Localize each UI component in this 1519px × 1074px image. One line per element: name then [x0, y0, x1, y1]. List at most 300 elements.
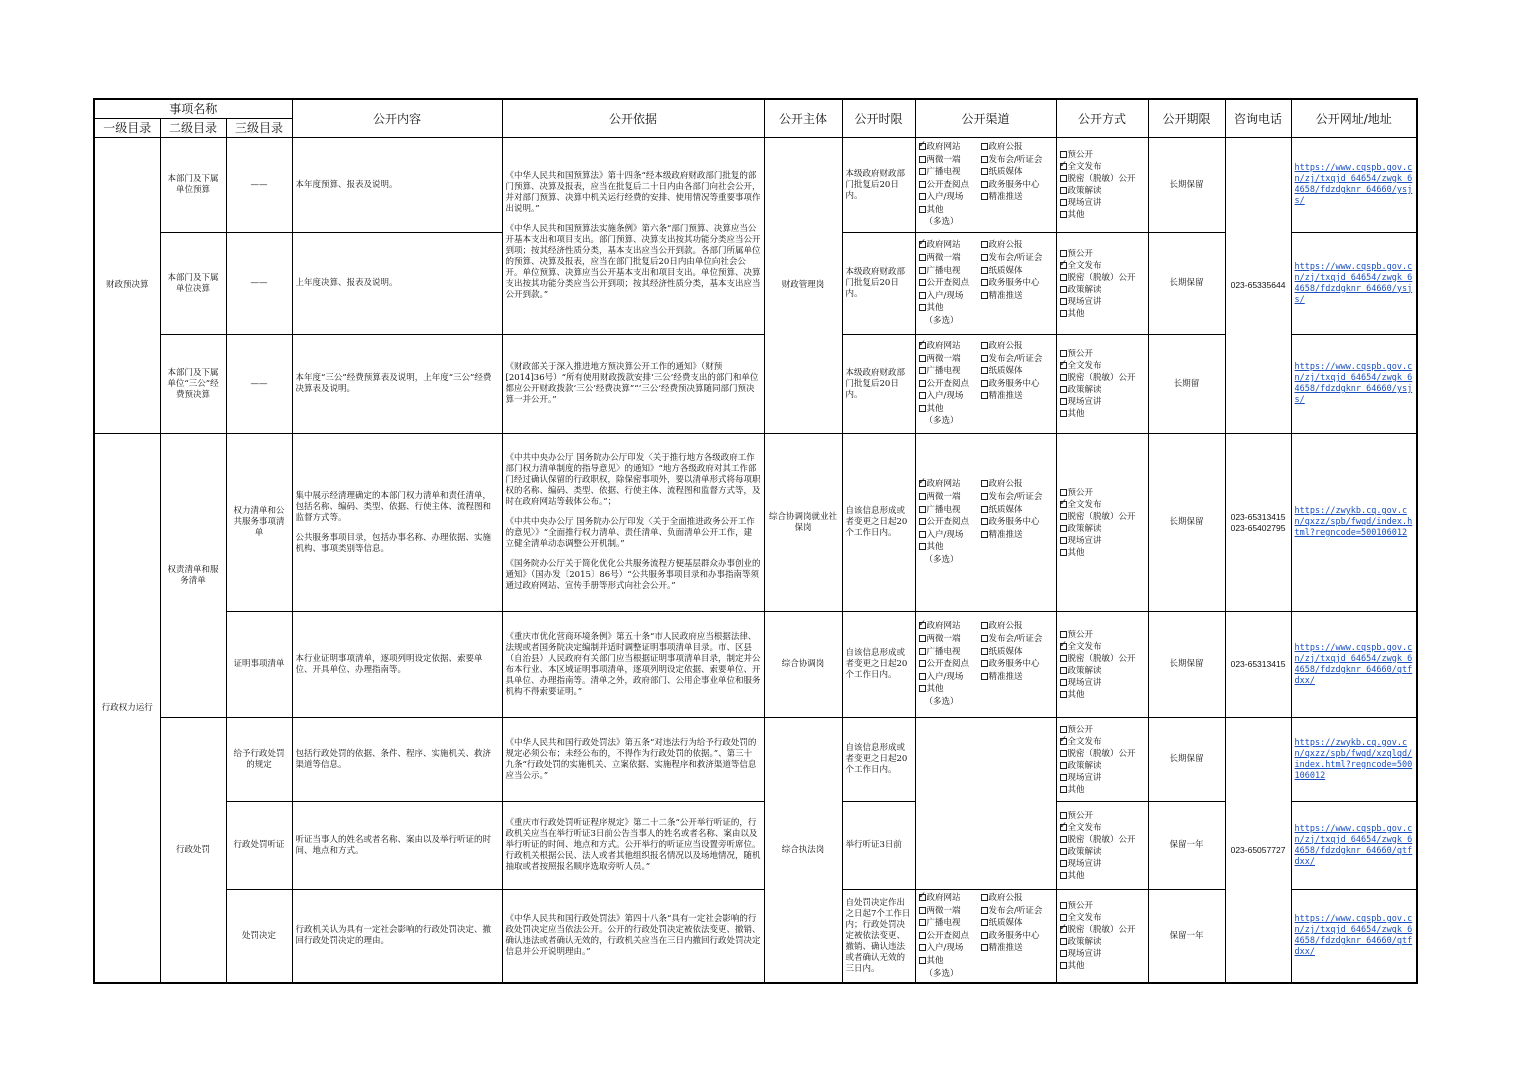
checked-box-icon — [919, 480, 926, 487]
channel-option — [981, 491, 1055, 504]
method-option — [1060, 784, 1145, 796]
method-label: 现场宣讲 — [1067, 858, 1102, 869]
unchecked-box-icon — [981, 392, 988, 399]
lvl2-cell: 本部门及下属单位预算 — [160, 138, 226, 233]
method-option — [1060, 689, 1145, 701]
method-option — [1060, 197, 1145, 209]
method-option — [1060, 948, 1145, 960]
channel-options — [919, 892, 1053, 980]
channel-label: 精准推送 — [988, 290, 1023, 301]
channel-option — [981, 516, 1055, 529]
unchecked-box-icon — [981, 660, 988, 667]
channel-option — [919, 265, 979, 278]
method-options — [1060, 348, 1145, 420]
unchecked-box-icon — [919, 267, 926, 274]
channel-label: 发布会/听证会 — [988, 353, 1043, 364]
method-options — [1060, 900, 1145, 972]
lvl3-cell: 处罚决定 — [226, 890, 292, 984]
header-lvl3: 三级目录 — [226, 119, 292, 138]
channel-label: 广播电视 — [926, 265, 961, 276]
unchecked-box-icon — [1060, 950, 1067, 957]
channel-option — [919, 892, 979, 905]
unchecked-box-icon — [1060, 812, 1067, 819]
multi-select-note: （多选） — [924, 416, 959, 427]
channel-label: 发布会/听证会 — [988, 634, 1043, 645]
channel-label: 公开查阅点 — [926, 179, 970, 190]
channel-label: 广播电视 — [926, 167, 961, 178]
basis-cell: 《中华人民共和国行政处罚法》第五条“对违法行为给予行政处罚的规定必须公布；未经公布的，不得作为行政处罚的依据。”、第三十九条“行政处罚的实施机关、立案依据、实施程序和救济渠道等信息应当公示。” — [502, 718, 764, 802]
channel-label: 政府网站 — [926, 240, 961, 251]
method-label: 全文发布 — [1067, 822, 1102, 833]
channel-option — [919, 154, 979, 167]
channel-option — [919, 620, 979, 633]
method-option — [1060, 272, 1145, 284]
method-option — [1060, 296, 1145, 308]
header-phone: 咨询电话 — [1225, 99, 1291, 138]
time-cell: 自该信息形成或者变更之日起20个工作日内。 — [842, 434, 915, 612]
method-option — [1060, 360, 1145, 372]
method-option — [1060, 846, 1145, 858]
method-label: 其他 — [1067, 961, 1085, 972]
time-cell: 自该信息形成或者变更之日起20个工作日内。 — [842, 612, 915, 718]
unchecked-box-icon — [981, 907, 988, 914]
unchecked-box-icon — [1060, 902, 1067, 909]
checked-box-icon — [1060, 362, 1067, 369]
method-label: 政策解读 — [1067, 186, 1102, 196]
method-cell — [1056, 612, 1148, 718]
unchecked-box-icon — [1060, 679, 1067, 686]
unchecked-box-icon — [981, 292, 988, 299]
channel-option — [981, 892, 1055, 905]
method-label: 政策解读 — [1067, 846, 1102, 857]
method-option — [1060, 396, 1145, 408]
method-label: 政策解读 — [1067, 385, 1102, 395]
method-option — [1060, 810, 1145, 822]
unchecked-box-icon — [981, 168, 988, 175]
content-paragraph: 集中展示经清理确定的本部门权力清单和责任清单，包括名称、编码、类型、依据、行使主体、流程图和监督方式等。 — [295, 490, 492, 523]
channel-label: 入户/现场 — [926, 290, 964, 301]
channel-option — [919, 930, 979, 943]
header-channel: 公开渠道 — [915, 99, 1056, 138]
channel-label: 政务服务中心 — [988, 378, 1040, 389]
method-label: 全文发布 — [1067, 260, 1102, 271]
lvl3-cell: 给予行政处罚的规定 — [226, 718, 292, 802]
method-label: 预公开 — [1067, 248, 1094, 259]
channel-label: 纸质媒体 — [988, 646, 1023, 657]
channel-option — [919, 179, 979, 192]
method-option — [1060, 665, 1145, 677]
unchecked-box-icon — [1060, 774, 1067, 781]
unchecked-box-icon — [1060, 914, 1067, 921]
channel-option — [919, 529, 979, 542]
channel-option — [981, 340, 1055, 353]
unchecked-box-icon — [1060, 350, 1067, 357]
lvl3-cell: —— — [226, 335, 292, 434]
unchecked-box-icon — [1060, 151, 1067, 158]
method-label: 全文发布 — [1067, 499, 1102, 510]
channel-label: 政府网站 — [926, 340, 961, 351]
time-cell: 本级政府财政部门批复后20日内。 — [842, 335, 915, 434]
period-cell: 长期保留 — [1148, 138, 1225, 233]
unchecked-box-icon — [1060, 298, 1067, 305]
method-option — [1060, 822, 1145, 834]
method-label: 政策解读 — [1067, 665, 1102, 676]
channel-option — [919, 390, 979, 403]
channel-options — [919, 478, 1053, 566]
content-cell: 听证当事人的姓名或者名称、案由以及举行听证的时间、地点和方式。 — [292, 802, 502, 890]
channel-option — [919, 403, 1055, 416]
checked-box-icon — [1060, 501, 1067, 508]
unchecked-box-icon — [919, 673, 926, 680]
unchecked-box-icon — [981, 143, 988, 150]
channel-label: 发布会/听证会 — [988, 492, 1043, 503]
channel-label: 公开查阅点 — [926, 930, 970, 941]
method-option — [1060, 924, 1145, 936]
content-cell: 本年度预算、报表及说明。 — [292, 138, 502, 233]
channel-label: 入户/现场 — [926, 391, 964, 402]
method-option — [1060, 834, 1145, 846]
method-option — [1060, 209, 1145, 221]
url-link[interactable]: https://zwykb.cq.gov.cn/qxzz/spb/fwqd/index.html?regncode=500106012 — [1291, 434, 1417, 612]
unchecked-box-icon — [1060, 667, 1067, 674]
url-link[interactable]: https://www.cqspb.gov.cn/zj/txqjd_64654/zwgk_64658/fdzdgknr_64660/ysjs/ — [1291, 233, 1417, 335]
period-cell: 保留一年 — [1148, 802, 1225, 890]
channel-option — [981, 252, 1055, 265]
phone-cell: 023-65313415 — [1225, 612, 1291, 718]
period-cell: 长期保留 — [1148, 718, 1225, 802]
method-option — [1060, 161, 1145, 173]
method-label: 预公开 — [1067, 810, 1094, 821]
header-lvl1: 一级目录 — [94, 119, 160, 138]
url-link[interactable]: https://www.cqspb.gov.cn/zj/txqjd_64654/zwgk_64658/fdzdgknr_64660/qtfdxx/ — [1291, 802, 1417, 890]
unchecked-box-icon — [919, 518, 926, 525]
lvl2-cell: 权责清单和服务清单 — [160, 434, 226, 718]
channel-label: 两微一端 — [926, 154, 961, 165]
unchecked-box-icon — [981, 367, 988, 374]
channel-label: 两微一端 — [926, 253, 961, 264]
method-label: 政策解读 — [1067, 284, 1102, 295]
channel-option — [981, 179, 1055, 192]
channel-option — [981, 141, 1055, 154]
channel-label: 两微一端 — [926, 634, 961, 645]
channel-option — [981, 658, 1055, 671]
channel-option — [981, 353, 1055, 366]
method-option — [1060, 499, 1145, 511]
unchecked-box-icon — [1060, 848, 1067, 855]
unchecked-box-icon — [919, 254, 926, 261]
time-cell: 举行听证3日前 — [842, 802, 915, 890]
method-cell — [1056, 233, 1148, 335]
period-cell: 长期保留 — [1148, 434, 1225, 612]
unchecked-box-icon — [1060, 762, 1067, 769]
unchecked-box-icon — [919, 292, 926, 299]
basis-cell: 《财政部关于深入推进地方预决算公开工作的通知》（财预[2014]36号）“所有使用财政拨款安排‘三公’经费支出的部门和单位都应公开财政拨款‘三公’经费决算”“‘三公’经费预决算随同部门预决算一并公开。” — [502, 335, 764, 434]
method-options — [1060, 149, 1145, 221]
channel-label: 两微一端 — [926, 492, 961, 503]
url-link[interactable]: https://zwykb.cq.gov.cn/qxzz/spb/fwqd/xzqlqd/index.html?regncode=500106012 — [1291, 718, 1417, 802]
unchecked-box-icon — [1060, 386, 1067, 393]
unchecked-box-icon — [981, 944, 988, 951]
unchecked-box-icon — [1060, 211, 1067, 218]
channel-option — [919, 365, 979, 378]
channel-label: 其他 — [926, 204, 944, 215]
channel-label: 入户/现场 — [926, 529, 964, 540]
url-link[interactable]: https://www.cqspb.gov.cn/zj/txqjd_64654/zwgk_64658/fdzdgknr_64660/ysjs/ — [1291, 335, 1417, 434]
unchecked-box-icon — [1060, 836, 1067, 843]
channel-label: 政府网站 — [926, 621, 961, 632]
unchecked-box-icon — [1060, 860, 1067, 867]
unchecked-box-icon — [981, 355, 988, 362]
channel-option — [981, 942, 1055, 955]
method-option — [1060, 284, 1145, 296]
unchecked-box-icon — [1060, 525, 1067, 532]
channel-label: 公开查阅点 — [926, 278, 970, 289]
basis-cell — [502, 434, 764, 612]
table-row — [94, 890, 1417, 984]
method-label: 其他 — [1067, 689, 1085, 700]
method-label: 政策解读 — [1067, 937, 1102, 948]
unchecked-box-icon — [919, 193, 926, 200]
multi-select-note: （多选） — [924, 554, 959, 565]
unchecked-box-icon — [981, 156, 988, 163]
channel-option — [981, 191, 1055, 204]
header-lvl2: 二级目录 — [160, 119, 226, 138]
method-label: 政策解读 — [1067, 760, 1102, 771]
method-label: 全文发布 — [1067, 162, 1102, 172]
unchecked-box-icon — [919, 168, 926, 175]
basis-paragraph: 《国务院办公厅关于简化优化公共服务流程方便基层群众办事创业的通知》（国办发〔2015〕86号）“公共服务事项目录和办事指南等须通过政府网站、宣传手册等形式向社会公开。” — [505, 559, 761, 591]
method-option — [1060, 408, 1145, 420]
channel-options — [919, 340, 1053, 428]
checked-box-icon — [919, 143, 926, 150]
basis-cell: 《重庆市优化营商环境条例》第五十条“市人民政府应当根据法律、法规或者国务院决定编制并适时调整证明事项清单目录。市、区县（自治县）人民政府有关部门应当根据证明事项清单目录，制定并公布本行业、本区域证明事项清单，逐项列明设定依据、索要单位、开具单位、办理指南等。清单之外，政府部门、公用企事业单位和服务机构不得索要证明。” — [502, 612, 764, 718]
unchecked-box-icon — [981, 894, 988, 901]
lvl1-cell: 财政预决算 — [94, 138, 160, 434]
url-link[interactable]: https://www.cqspb.gov.cn/zj/txqjd_64654/zwgk_64658/fdzdgknr_64660/qtfdxx/ — [1291, 890, 1417, 984]
method-option — [1060, 900, 1145, 912]
lvl3-cell: 行政处罚听证 — [226, 802, 292, 890]
channel-label: 纸质媒体 — [988, 366, 1023, 377]
header-item-name: 事项名称 — [94, 99, 292, 119]
unchecked-box-icon — [1060, 187, 1067, 194]
unchecked-box-icon — [1060, 549, 1067, 556]
method-label: 全文发布 — [1067, 736, 1102, 747]
basis-cell — [502, 138, 764, 335]
channel-label: 广播电视 — [926, 918, 961, 929]
unchecked-box-icon — [1060, 310, 1067, 317]
channel-label: 纸质媒体 — [988, 265, 1023, 276]
channel-option — [919, 191, 979, 204]
unchecked-box-icon — [1060, 175, 1067, 182]
unchecked-box-icon — [919, 543, 926, 550]
channel-label: 公开查阅点 — [926, 517, 970, 528]
unchecked-box-icon — [1060, 489, 1067, 496]
channel-option — [981, 504, 1055, 517]
method-cell — [1056, 718, 1148, 802]
channel-option — [919, 302, 1055, 315]
unchecked-box-icon — [919, 367, 926, 374]
method-label: 预公开 — [1067, 629, 1094, 640]
channel-option — [981, 277, 1055, 290]
multi-select-note: （多选） — [924, 315, 959, 326]
checked-box-icon — [1060, 824, 1067, 831]
method-option — [1060, 348, 1145, 360]
unchecked-box-icon — [919, 380, 926, 387]
method-label: 脱密（脱敏）公开 — [1067, 272, 1136, 283]
channel-option — [981, 365, 1055, 378]
method-options — [1060, 629, 1145, 701]
unchecked-box-icon — [981, 622, 988, 629]
method-label: 脱密（脱敏）公开 — [1067, 174, 1136, 184]
multi-select-note: （多选） — [924, 968, 959, 979]
channel-label: 公开查阅点 — [926, 659, 970, 670]
unchecked-box-icon — [1060, 374, 1067, 381]
channel-label: 纸质媒体 — [988, 918, 1023, 929]
unchecked-box-icon — [981, 254, 988, 261]
method-option — [1060, 149, 1145, 161]
channel-option — [919, 658, 979, 671]
basis-paragraph: 《中共中央办公厅 国务院办公厅印发〈关于推行地方各级政府工作部门权力清单制度的指导意见〉的通知》“地方各级政府对其工作部门经过确认保留的行政职权，除保密事项外，要以清单形式将每项职权的名称、编码、类型、依据、行使主体、流程图和监督方式等，及时在政府网站等载体公布。”； — [505, 453, 761, 507]
channel-option — [981, 930, 1055, 943]
unchecked-box-icon — [981, 267, 988, 274]
unchecked-box-icon — [919, 355, 926, 362]
basis-paragraph: 《中华人民共和国预算法实施条例》第六条“部门预算、决算应当公开基本支出和项目支出。部门预算、决算支出按其功能分类应当公开到项；按其经济性质分类，基本支出应当公开到款。各部门所属单位的预算、决算及报表，应当在部门批复后20日内由单位向社会公开。单位预算、决算应当公开基本支出和项目支出。单位预算、决算支出按其功能分类应当公开到项；按其经济性质分类，基本支出应当公开到款。” — [505, 224, 761, 300]
channel-label: 政府网站 — [926, 479, 961, 490]
unchecked-box-icon — [981, 493, 988, 500]
method-option — [1060, 677, 1145, 689]
channel-options — [919, 141, 1053, 229]
channel-option — [919, 541, 1055, 554]
method-options — [1060, 487, 1145, 559]
method-label: 现场宣讲 — [1067, 772, 1102, 783]
channel-cell-empty — [915, 718, 1056, 890]
channel-option — [919, 239, 979, 252]
method-label: 预公开 — [1067, 724, 1094, 735]
channel-label: 两微一端 — [926, 353, 961, 364]
header-url: 公开网址/地址 — [1291, 99, 1417, 138]
unchecked-box-icon — [1060, 286, 1067, 293]
lvl3-cell: —— — [226, 233, 292, 335]
channel-label: 入户/现场 — [926, 671, 964, 682]
channel-label: 其他 — [926, 955, 944, 966]
channel-option — [981, 390, 1055, 403]
channel-label: 政府公报 — [988, 479, 1023, 490]
checked-box-icon — [919, 622, 926, 629]
channel-option — [919, 633, 979, 646]
url-link[interactable]: https://www.cqspb.gov.cn/zj/txqjd_64654/zwgk_64658/fdzdgknr_64660/qtfdxx/ — [1291, 612, 1417, 718]
header-method: 公开方式 — [1056, 99, 1148, 138]
content-cell: 上年度决算、报表及说明。 — [292, 233, 502, 335]
unchecked-box-icon — [981, 480, 988, 487]
channel-option — [981, 529, 1055, 542]
url-link[interactable]: https://www.cqspb.gov.cn/zj/txqjd_64654/zwgk_64658/fdzdgknr_64660/ysjs/ — [1291, 138, 1417, 233]
unchecked-box-icon — [919, 648, 926, 655]
basis-paragraph: 《中华人民共和国预算法》第十四条“经本级政府财政部门批复的部门预算、决算及报表，应当在批复后二十日内由各部门向社会公开，并对部门预算、决算中机关运行经费的安排、使用情况等重要事项作出说明。” — [505, 171, 761, 214]
channel-label: 政务服务中心 — [988, 179, 1040, 190]
method-label: 其他 — [1067, 547, 1085, 558]
unchecked-box-icon — [1060, 513, 1067, 520]
header-time: 公开时限 — [842, 99, 915, 138]
method-option — [1060, 372, 1145, 384]
unchecked-box-icon — [919, 206, 926, 213]
method-options — [1060, 724, 1145, 796]
disclosure-table — [93, 98, 1418, 984]
channel-cell — [915, 890, 1056, 984]
channel-option — [919, 340, 979, 353]
channel-option — [981, 290, 1055, 303]
header-basis: 公开依据 — [502, 99, 764, 138]
channel-option — [981, 917, 1055, 930]
channel-option — [919, 683, 1055, 696]
method-cell — [1056, 434, 1148, 612]
period-cell: 长期留 — [1148, 335, 1225, 434]
method-label: 预公开 — [1067, 487, 1094, 498]
channel-option — [919, 504, 979, 517]
channel-option — [919, 166, 979, 179]
method-option — [1060, 173, 1145, 185]
channel-label: 发布会/听证会 — [988, 154, 1043, 165]
channel-label: 广播电视 — [926, 366, 961, 377]
channel-label: 政务服务中心 — [988, 659, 1040, 670]
subject-cell: 财政管理岗 — [764, 138, 842, 434]
unchecked-box-icon — [1060, 655, 1067, 662]
channel-label: 精准推送 — [988, 529, 1023, 540]
channel-label: 政府网站 — [926, 141, 961, 152]
channel-option — [919, 942, 979, 955]
channel-label: 公开查阅点 — [926, 378, 970, 389]
content-cell — [292, 434, 502, 612]
unchecked-box-icon — [919, 932, 926, 939]
channel-label: 发布会/听证会 — [988, 253, 1043, 264]
table-row — [94, 612, 1417, 718]
method-label: 脱密（脱敏）公开 — [1067, 511, 1136, 522]
method-label: 政策解读 — [1067, 523, 1102, 534]
lvl3-cell: 证明事项清单 — [226, 612, 292, 718]
unchecked-box-icon — [1060, 726, 1067, 733]
unchecked-box-icon — [981, 342, 988, 349]
period-cell: 保留一年 — [1148, 890, 1225, 984]
method-label: 全文发布 — [1067, 641, 1102, 652]
basis-cell: 《中华人民共和国行政处罚法》第四十八条“具有一定社会影响的行政处罚决定应当依法公开。公开的行政处罚决定被依法变更、撤销、确认违法或者确认无效的，行政机关应当在三日内撤回行政处罚决定信息并公开说明理由。” — [502, 890, 764, 984]
channel-label: 政务服务中心 — [988, 278, 1040, 289]
channel-option — [919, 204, 1055, 217]
period-cell: 长期保留 — [1148, 612, 1225, 718]
method-option — [1060, 858, 1145, 870]
method-label: 其他 — [1067, 409, 1085, 419]
method-option — [1060, 487, 1145, 499]
unchecked-box-icon — [981, 635, 988, 642]
multi-select-note: （多选） — [924, 696, 959, 707]
checked-box-icon — [1060, 926, 1067, 933]
unchecked-box-icon — [1060, 938, 1067, 945]
unchecked-box-icon — [1060, 250, 1067, 257]
content-cell: 包括行政处罚的依据、条件、程序、实施机关、救济渠道等信息。 — [292, 718, 502, 802]
unchecked-box-icon — [919, 506, 926, 513]
unchecked-box-icon — [981, 648, 988, 655]
channel-label: 广播电视 — [926, 504, 961, 515]
method-option — [1060, 748, 1145, 760]
method-option — [1060, 384, 1145, 396]
channel-label: 入户/现场 — [926, 943, 964, 954]
channel-label: 其他 — [926, 542, 944, 553]
unchecked-box-icon — [1060, 410, 1067, 417]
method-label: 现场宣讲 — [1067, 397, 1102, 407]
method-option — [1060, 641, 1145, 653]
unchecked-box-icon — [919, 304, 926, 311]
unchecked-box-icon — [1060, 274, 1067, 281]
channel-option — [981, 265, 1055, 278]
channel-option — [919, 491, 979, 504]
